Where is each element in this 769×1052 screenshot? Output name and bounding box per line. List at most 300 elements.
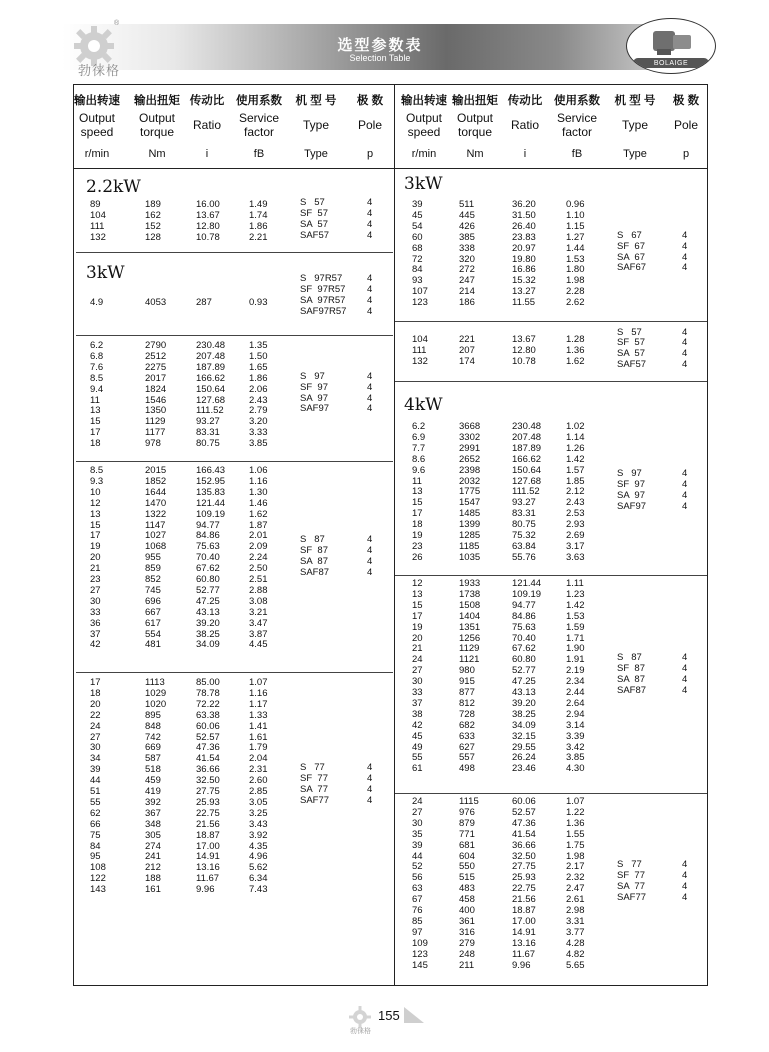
table-cell: 241 (145, 851, 161, 863)
table-cell: 152 (145, 220, 161, 232)
type-label: SA 97R57 (300, 294, 346, 306)
table-cell: 61 (412, 763, 423, 775)
table-cell: 1322 (145, 508, 167, 520)
table-cell: 1.41 (249, 720, 268, 732)
table-cell: 2.94 (566, 708, 585, 720)
table-cell: 481 (145, 639, 161, 651)
table-cell: 1.36 (566, 344, 585, 356)
table-cell: 1.74 (249, 209, 268, 221)
table-cell: 557 (459, 752, 475, 764)
table-cell: 3.47 (249, 617, 268, 629)
table-cell: 6.2 (90, 340, 104, 351)
table-cell: 1.50 (249, 350, 268, 362)
table-cell: 9.96 (512, 959, 531, 971)
table-cell: 145 (412, 959, 428, 971)
table-cell: 4.28 (566, 937, 585, 949)
table-cell: 15 (412, 599, 423, 611)
table-cell: 13.16 (196, 862, 220, 874)
table-cell: 34.09 (512, 719, 536, 731)
column-header-cn: 输出扭矩 (452, 95, 498, 107)
pole-value: 4 (367, 544, 373, 556)
table-cell: 419 (145, 786, 161, 797)
table-cell: 1470 (145, 497, 167, 509)
table-cell: 4.9 (90, 297, 104, 308)
type-label: SA 87 (617, 674, 645, 686)
table-cell: 24 (412, 796, 423, 807)
table-cell: 511 (459, 199, 475, 210)
type-label: SA 77 (617, 881, 645, 893)
type-label: SA 77 (300, 784, 328, 795)
table-cell: 63.38 (196, 709, 220, 721)
table-cell: 604 (459, 850, 475, 862)
table-cell: 3.39 (566, 730, 585, 742)
table-cell: 12.80 (512, 344, 536, 356)
table-cell: 211 (459, 959, 475, 971)
table-cell: 25.93 (196, 796, 220, 808)
table-cell: 392 (145, 796, 161, 808)
table-cell: 1.53 (566, 610, 585, 622)
table-cell: 2.79 (249, 405, 268, 417)
table-cell: 1.27 (566, 231, 585, 243)
table-cell: 75.32 (512, 530, 536, 541)
table-cell: 25.93 (512, 872, 536, 884)
header-divider (73, 168, 708, 169)
group-divider (76, 335, 393, 336)
table-cell: 52 (412, 861, 423, 873)
table-cell: 30 (412, 676, 423, 688)
table-cell: 1933 (459, 578, 481, 589)
table-cell: 3.77 (566, 926, 585, 938)
type-label: SAF87 (300, 566, 330, 578)
table-cell: 12.80 (196, 220, 220, 232)
table-cell: 13 (90, 508, 101, 520)
table-cell: 19.80 (512, 253, 536, 265)
page-title-en: Selection Table (349, 53, 411, 63)
table-cell: 3.63 (566, 551, 585, 563)
table-cell: 1.86 (249, 372, 268, 384)
table-cell: 978 (145, 438, 161, 450)
table-cell: 85.00 (196, 677, 220, 688)
footer-brand: 勃徕格 (350, 1028, 371, 1035)
table-cell: 3.14 (566, 719, 585, 731)
table-cell: 123 (412, 297, 428, 309)
table-cell: 66 (90, 818, 101, 830)
table-cell: 696 (145, 595, 161, 607)
table-cell: 745 (145, 584, 161, 596)
type-label: SF 67 (617, 240, 645, 252)
table-cell: 30 (90, 742, 101, 754)
table-cell: 877 (459, 687, 475, 698)
table-cell: 24 (90, 720, 101, 732)
table-cell: 230.48 (512, 421, 542, 432)
table-cell: 24 (412, 654, 423, 666)
table-cell: 111 (90, 220, 105, 232)
table-cell: 1020 (145, 698, 167, 710)
table-cell: 47.25 (512, 676, 536, 688)
table-cell: 1.35 (249, 340, 268, 351)
table-cell: 47.36 (512, 817, 536, 829)
column-unit: Type (304, 148, 328, 160)
table-cell: 3.05 (249, 796, 268, 808)
table-cell: 15 (90, 519, 101, 531)
table-cell: 1.44 (566, 242, 585, 254)
type-label: S 97 (617, 468, 642, 480)
table-cell: 1644 (145, 486, 167, 498)
table-cell: 32.50 (512, 850, 536, 862)
table-cell: 43.13 (512, 687, 536, 698)
group-divider (395, 793, 707, 794)
table-cell: 97 (412, 926, 423, 938)
table-cell: 1285 (459, 530, 481, 541)
pole-value: 4 (682, 663, 688, 675)
table-cell: 30 (412, 817, 423, 829)
table-cell: 37 (90, 628, 101, 640)
type-label: S 57 (617, 326, 642, 338)
table-cell: 1547 (459, 497, 481, 509)
page-number: 155 (378, 1008, 400, 1023)
column-header-en: Service factor (556, 111, 597, 139)
pole-value: 4 (367, 283, 373, 295)
table-cell: 16.86 (512, 264, 536, 276)
table-cell: 1.61 (249, 731, 268, 743)
table-cell: 2.17 (566, 861, 585, 873)
table-cell: 72 (412, 253, 423, 265)
column-header-cn: 传动比 (507, 95, 543, 107)
table-cell: 445 (459, 209, 475, 221)
column-unit: fB (253, 148, 265, 160)
table-cell: 121.44 (196, 497, 226, 509)
table-cell: 8.5 (90, 465, 104, 476)
table-cell: 9.96 (196, 884, 215, 896)
pole-value: 4 (367, 294, 373, 306)
column-header-en: Service factor (238, 111, 279, 139)
table-cell: 17 (90, 677, 101, 688)
table-cell: 13 (412, 486, 423, 498)
table-cell: 1.11 (566, 578, 584, 589)
table-cell: 56 (412, 872, 423, 884)
table-cell: 23 (412, 540, 423, 552)
table-cell: 60 (412, 231, 423, 243)
table-cell: 812 (459, 697, 475, 709)
table-cell: 39.20 (196, 617, 220, 629)
table-cell: 30 (90, 595, 101, 607)
table-cell: 26 (412, 551, 423, 563)
column-header-cn: 极 数 (356, 95, 384, 107)
table-cell: 3.25 (249, 807, 268, 819)
table-cell: 70.40 (196, 552, 220, 564)
table-cell: 230.48 (196, 340, 226, 351)
table-cell: 3.17 (566, 540, 585, 552)
table-cell: 1738 (459, 588, 481, 600)
table-cell: 94.77 (196, 519, 220, 531)
table-cell: 1.16 (249, 687, 268, 699)
pole-value: 4 (367, 392, 373, 404)
table-cell: 49 (412, 741, 423, 753)
table-cell: 12 (90, 497, 101, 509)
type-label: S 57 (300, 197, 325, 208)
type-label: SAF97 (300, 403, 330, 415)
table-cell: 7.43 (249, 884, 268, 896)
power-section-title: 3kW (86, 263, 125, 283)
table-cell: 60.06 (512, 796, 536, 807)
table-cell: 2.04 (249, 753, 268, 765)
pole-value: 4 (682, 674, 688, 686)
table-cell: 60.06 (196, 720, 220, 732)
table-cell: 152.95 (196, 475, 226, 487)
table-cell: 29.55 (512, 741, 536, 753)
table-cell: 348 (145, 818, 161, 830)
table-cell: 1.57 (566, 464, 585, 476)
pole-value: 4 (682, 337, 688, 349)
table-cell: 39 (90, 764, 101, 776)
table-cell: 80.75 (512, 519, 536, 531)
group-divider (395, 575, 707, 576)
table-cell: 1.59 (566, 621, 585, 633)
table-cell: 1147 (145, 519, 166, 531)
table-cell: 6.9 (412, 431, 426, 443)
type-label: SA 97 (300, 392, 328, 404)
table-cell: 3668 (459, 421, 481, 432)
table-cell: 274 (145, 840, 161, 852)
table-cell: 2.24 (249, 552, 268, 564)
column-header-cn: 极 数 (672, 95, 700, 107)
pole-value: 4 (682, 240, 688, 252)
type-label: SAF77 (617, 892, 647, 904)
table-cell: 221 (459, 334, 475, 345)
table-cell: 123 (412, 948, 428, 960)
table-cell: 52.57 (196, 731, 220, 743)
table-cell: 627 (459, 741, 475, 753)
table-cell: 14.91 (512, 926, 536, 938)
type-label: SA 67 (617, 251, 645, 263)
table-cell: 7.6 (90, 361, 104, 373)
table-cell: 1115 (459, 796, 479, 807)
table-cell: 2.43 (249, 394, 268, 406)
table-cell: 2.85 (249, 786, 268, 797)
type-label: SA 57 (300, 218, 328, 230)
table-cell: 980 (459, 665, 475, 677)
table-cell: 22 (90, 709, 101, 721)
table-cell: 287 (196, 297, 212, 308)
table-cell: 7.7 (412, 442, 426, 454)
table-cell: 3.43 (249, 818, 268, 830)
table-cell: 21 (412, 643, 423, 655)
table-cell: 1.46 (249, 497, 268, 509)
pole-value: 4 (367, 273, 373, 284)
table-cell: 52.77 (512, 665, 536, 677)
table-cell: 161 (145, 884, 161, 896)
table-cell: 23.83 (512, 231, 536, 243)
table-cell: 44 (412, 850, 423, 862)
table-cell: 11.67 (196, 873, 220, 885)
table-cell: 1.22 (566, 806, 585, 818)
table-cell: 2.53 (566, 508, 585, 520)
table-cell: 207 (459, 344, 475, 356)
column-header-en: Ratio (510, 118, 539, 132)
table-cell: 4.45 (249, 639, 268, 651)
table-cell: 33 (90, 606, 101, 618)
table-cell: 1035 (459, 551, 481, 563)
table-cell: 14.91 (196, 851, 220, 863)
table-cell: 36.20 (512, 199, 536, 210)
table-cell: 681 (459, 839, 475, 851)
table-cell: 31.50 (512, 209, 536, 221)
table-cell: 60.80 (196, 574, 220, 585)
power-section-title: 4kW (404, 395, 443, 415)
table-cell: 1508 (459, 599, 481, 611)
column-header-en: Ratio (192, 118, 221, 132)
pole-value: 4 (367, 773, 373, 785)
table-cell: 68 (412, 242, 423, 254)
table-cell: 55 (90, 796, 101, 808)
column-header-cn: 使用系数 (554, 95, 600, 107)
table-cell: 2.44 (566, 687, 585, 698)
table-cell: 1.30 (249, 486, 268, 498)
table-cell: 84 (90, 840, 101, 852)
table-cell: 26.24 (512, 752, 536, 764)
table-cell: 33 (412, 687, 423, 698)
table-cell: 212 (145, 862, 161, 874)
table-cell: 162 (145, 209, 161, 221)
table-cell: 2991 (459, 442, 481, 454)
table-cell: 915 (459, 676, 475, 688)
table-cell: 166.62 (512, 453, 542, 465)
pole-value: 4 (367, 218, 373, 230)
table-cell: 39 (412, 199, 423, 210)
pole-value: 4 (682, 489, 688, 501)
table-cell: 9.4 (90, 383, 104, 395)
table-cell: 80.75 (196, 438, 220, 450)
table-cell: 19 (412, 530, 423, 541)
table-cell: 515 (459, 872, 475, 884)
table-cell: 83.31 (196, 427, 220, 439)
table-cell: 458 (459, 894, 475, 906)
table-cell: 550 (459, 861, 475, 873)
table-cell: 9.6 (412, 464, 426, 476)
table-cell: 279 (459, 937, 475, 949)
table-cell: 45 (412, 730, 423, 742)
table-cell: 36.66 (196, 764, 220, 776)
table-cell: 1.06 (249, 465, 268, 476)
table-cell: 70.40 (512, 632, 536, 644)
table-cell: 879 (459, 817, 475, 829)
table-cell: 2032 (459, 475, 481, 487)
table-cell: 15 (412, 497, 423, 509)
table-cell: 20.97 (512, 242, 536, 254)
table-cell: 2.69 (566, 530, 585, 541)
table-cell: 1129 (145, 416, 166, 428)
table-cell: 128 (145, 231, 161, 243)
table-cell: 84.86 (512, 610, 536, 622)
pole-value: 4 (367, 794, 373, 806)
group-divider (76, 461, 393, 462)
table-cell: 1.85 (566, 475, 585, 487)
table-cell: 27 (90, 584, 101, 596)
table-cell: 1121 (459, 654, 480, 666)
type-label: S 77 (300, 762, 325, 774)
table-cell: 13.67 (512, 334, 536, 345)
section-divider (395, 381, 707, 382)
table-cell: 13.27 (512, 286, 536, 298)
table-cell: 1.71 (566, 632, 585, 644)
table-cell: 95 (90, 851, 101, 863)
footer-arrow-icon (404, 1007, 424, 1023)
table-cell: 617 (145, 617, 161, 629)
table-cell: 186 (459, 297, 475, 309)
table-cell: 54 (412, 220, 423, 232)
pole-value: 4 (682, 500, 688, 512)
table-cell: 2652 (459, 453, 481, 465)
table-cell: 1350 (145, 405, 167, 417)
table-cell: 3.92 (249, 829, 268, 841)
table-cell: 1.16 (249, 475, 268, 487)
table-cell: 37 (412, 697, 423, 709)
registered-mark: ® (114, 20, 120, 27)
column-unit: Nm (466, 148, 484, 160)
table-cell: 2790 (145, 340, 167, 351)
badge-text: BOLAIGE (653, 60, 689, 67)
table-cell: 4.82 (566, 948, 585, 960)
table-cell: 17.00 (512, 915, 536, 927)
table-cell: 2.61 (566, 894, 585, 906)
page-title-cn: 选型参数表 (337, 36, 423, 54)
table-cell: 109.19 (196, 508, 226, 520)
pole-value: 4 (367, 784, 373, 795)
table-cell: 41.54 (196, 753, 220, 765)
table-cell: 132 (412, 355, 428, 367)
table-cell: 361 (459, 915, 475, 927)
table-cell: 1.90 (566, 643, 585, 655)
table-cell: 51 (90, 786, 101, 797)
table-cell: 22.75 (196, 807, 220, 819)
table-cell: 39 (412, 839, 423, 851)
table-cell: 18.87 (196, 829, 220, 841)
table-cell: 94.77 (512, 599, 536, 611)
column-unit: p (366, 148, 374, 160)
table-cell: 107 (412, 286, 428, 298)
table-cell: 27.75 (196, 786, 220, 797)
type-label: SAF67 (617, 262, 647, 274)
table-cell: 150.64 (196, 383, 226, 395)
type-label: S 97R57 (300, 273, 343, 284)
table-cell: 42 (90, 639, 101, 651)
table-cell: 1256 (459, 632, 481, 644)
table-cell: 4053 (145, 297, 167, 308)
table-cell: 248 (459, 948, 475, 960)
table-cell: 2.34 (566, 676, 585, 688)
table-cell: 2.31 (249, 764, 268, 776)
table-cell: 1068 (145, 541, 167, 553)
table-cell: 2512 (145, 350, 167, 362)
table-cell: 1.91 (566, 654, 585, 666)
table-cell: 1.15 (566, 220, 585, 232)
table-cell: 1.02 (566, 421, 585, 432)
table-cell: 848 (145, 720, 161, 732)
column-header-en: Output speed (405, 111, 443, 139)
table-cell: 52.57 (512, 806, 536, 818)
table-cell: 2.09 (249, 541, 268, 553)
table-cell: 1.42 (566, 599, 585, 611)
table-cell: 895 (145, 709, 161, 721)
table-cell: 6.34 (249, 873, 268, 885)
table-cell: 483 (459, 883, 475, 895)
type-label: SAF57 (617, 359, 647, 371)
pole-value: 4 (682, 359, 688, 371)
type-label: SA 87 (300, 555, 328, 567)
table-cell: 1824 (145, 383, 167, 395)
pole-value: 4 (682, 262, 688, 274)
table-cell: 35 (412, 828, 423, 840)
